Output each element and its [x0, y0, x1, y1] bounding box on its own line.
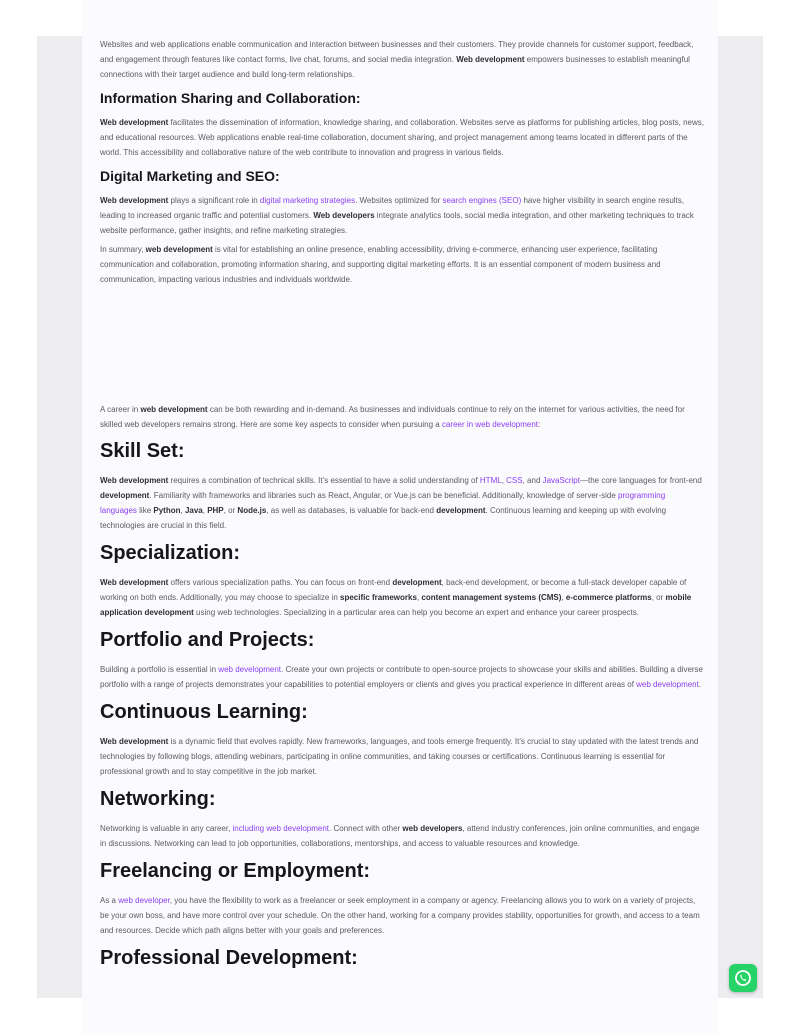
keyword-python: Python: [153, 506, 181, 515]
info-sharing-paragraph: Web development facilitates the dissemination of information, knowledge sharing, and collaboration. Websites serve as platforms for publishing articles, blog posts, news, and educational resources. Web applications enable real-time collaboration, document sharing, and project management among teams located in different parts of the world. This accessibility and collaborative nature of the web contribute to innovation and progress in various fields.: [100, 118, 704, 157]
ad-placeholder: [100, 287, 704, 402]
link-career-in-web-development[interactable]: career in web development: [441, 420, 539, 429]
keyword-web-development: Web development: [456, 55, 525, 64]
whatsapp-chat-button[interactable]: [729, 964, 757, 992]
link-digital-marketing-strategies[interactable]: digital marketing strategies: [259, 196, 356, 205]
networking-paragraph: Networking is valuable in any career, including web development. Connect with other web developers, attend industry conferences, join online communities, and engage in discussions. Networking can lead to job opportunities, collaborations, mentorships, and access to valuable resources and knowledge.: [100, 824, 700, 848]
keyword-php: PHP: [207, 506, 224, 515]
heading-portfolio: Portfolio and Projects:: [100, 629, 315, 651]
keyword-cms: content management systems (CMS): [421, 593, 562, 602]
link-web-development[interactable]: web development: [636, 680, 699, 689]
link-including-web-development[interactable]: including web development: [232, 824, 330, 833]
whatsapp-icon: [733, 968, 753, 988]
link-web-developer[interactable]: web developer: [118, 896, 170, 905]
skill-set-paragraph: Web development requires a combination of technical skills. It’s essential to have a solid understanding of HTML, CSS, and JavaScript—the core languages for front-end development. Familiarity with frameworks and libraries such as React, Angular, or Vue.js can be beneficial. Additionally, knowledge of server-side programming languages like Python, Java, PHP, or Node.js, as well as databases, is valuable for back-end development. Continuous learning and keeping up with evolving technologies are crucial in this field.: [100, 476, 702, 530]
keyword-development: development: [436, 506, 486, 515]
intro-paragraph: Websites and web applications enable communication and interaction between businesses and their customers. They provide channels for customer support, feedback, and engagement through features like contact forms, live chat, forums, and social media integration. Web development empowers businesses to establish meaningful connections with their target audience and build long-term relationships.: [100, 40, 694, 79]
career-paragraph: A career in web development can be both rewarding and in-demand. As businesses and individuals continue to rely on the internet for various activities, the need for skilled web developers remains strong. Here are some key aspects to consider when pursuing a career in web development:: [100, 405, 685, 429]
summary-paragraph: In summary, web development is vital for establishing an online presence, enabling accessibility, driving e-commerce, enhancing user experience, facilitating communication and collaboration, promoting information sharing, and supporting digital marketing efforts. It is an essential component of modern business and communication, impacting various industries and individuals worldwide.: [100, 245, 661, 284]
portfolio-paragraph: Building a portfolio is essential in web development. Create your own projects or contribute to open-source projects to showcase your skills and abilities. Building a diverse portfolio with a range of projects demonstrates your capabilities to potential employers or clients and gives you practical experience in different areas of web development.: [100, 665, 704, 689]
keyword-web-development: web development: [140, 405, 208, 414]
article-content: [100, 37, 704, 971]
keyword-web-developers: web developers: [402, 824, 463, 833]
heading-specialization: Specialization:: [100, 542, 241, 564]
link-javascript[interactable]: JavaScript: [542, 476, 580, 485]
heading-digital-marketing: Digital Marketing and SEO:: [100, 168, 280, 184]
heading-continuous-learning: Continuous Learning:: [100, 701, 308, 723]
keyword-web-developers: Web developers: [313, 211, 375, 220]
keyword-web-development: Web development: [100, 118, 169, 127]
digital-marketing-paragraph: Web development plays a significant role in digital marketing strategies. Websites optimized for search engines (SEO) have higher visibility in search engine results, leading to increased organic traffic and potential customers. Web developers integrate analytics tools, social media integration, and other marketing techniques to track website performance, gather insights, and refine marketing strategies.: [100, 196, 694, 235]
heading-info-sharing: Information Sharing and Collaboration:: [100, 90, 361, 106]
keyword-development: development: [392, 578, 442, 587]
keyword-web-development: Web development: [100, 578, 169, 587]
continuous-learning-paragraph: Web development is a dynamic field that evolves rapidly. New frameworks, languages, and tools emerge frequently. It’s crucial to stay updated with the latest trends and technologies by following blogs, attending webinars, participating in online communities, and taking courses or certifications. Continuous learning is essential for professional growth and to stay competitive in the job market.: [100, 737, 699, 776]
keyword-web-development: Web development: [100, 196, 169, 205]
link-css[interactable]: CSS: [506, 476, 523, 485]
keyword-specific-frameworks: specific frameworks: [340, 593, 417, 602]
keyword-java: Java: [184, 506, 203, 515]
heading-networking: Networking:: [100, 788, 216, 810]
keyword-web-development: Web development: [100, 737, 169, 746]
freelancing-paragraph: As a web developer, you have the flexibility to work as a freelancer or seek employment in a company or agency. Freelancing allows you to work on a variety of projects, be your own boss, and have more control over your schedule. On the other hand, working for a company provides stability, opportunities for growth, and access to a team and resources. Decide which path aligns better with your goals and preferences.: [100, 896, 700, 935]
keyword-nodejs: Node.js: [237, 506, 267, 515]
link-programming-languages[interactable]: programming languages: [100, 491, 666, 515]
keyword-ecommerce-platforms: e-commerce platforms: [565, 593, 652, 602]
heading-skill-set: Skill Set:: [100, 440, 185, 462]
heading-professional-development: Professional Development:: [100, 947, 358, 969]
link-html[interactable]: HTML: [479, 476, 502, 485]
keyword-development: development: [100, 491, 150, 500]
link-search-engines-seo[interactable]: search engines (SEO): [442, 196, 522, 205]
specialization-paragraph: Web development offers various specialization paths. You can focus on front-end development, back-end development, or become a full-stack developer capable of working on both ends. Additionally, you may choose to specialize in specific frameworks, content management systems (CMS), e-commerce platforms, or mobile application development using web technologies. Specializing in a particular area can help you become an expert and enhance your career prospects.: [100, 578, 692, 617]
heading-freelancing: Freelancing or Employment:: [100, 860, 371, 882]
keyword-web-development: Web development: [100, 476, 169, 485]
keyword-web-development: web development: [145, 245, 213, 254]
keyword-mobile-app-development: mobile application development: [100, 593, 692, 617]
link-web-development[interactable]: web development: [218, 665, 282, 674]
